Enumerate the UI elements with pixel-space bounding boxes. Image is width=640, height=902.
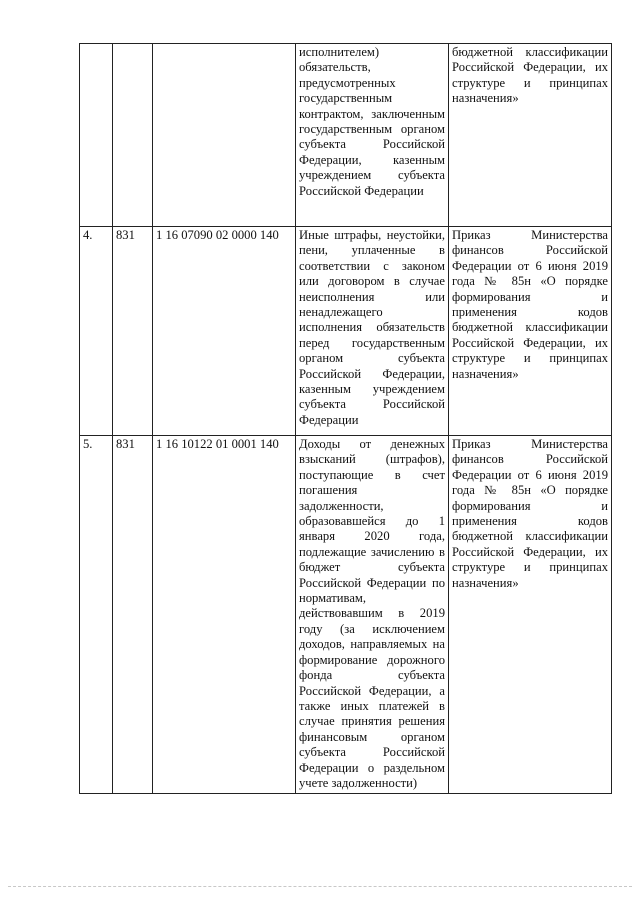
legal-basis: Приказ Министерства финансов Российской Федерации от 6 июня 2019 года № 85н «О порядке формирования и применения кодов бюджетной классификации Российской Федерации, их структуре и принципах назначения» [449, 227, 612, 436]
row-number: 5. [80, 436, 113, 794]
row-number: 4. [80, 227, 113, 436]
table-row [80, 227, 612, 436]
admin-code: 831 [113, 436, 153, 794]
revenue-description: Иные штрафы, неустойки, пени, уплаченные в соответствии с законом или договором в случае неисполнения или ненадлежащего исполнения обязательств перед государственным органом субъекта Российской Федерации, казенным учреждением субъекта Российской Федерации [296, 227, 449, 436]
table-row [80, 436, 612, 794]
revenue-description: Доходы от денежных взысканий (штрафов), поступающие в счет погашения задолженности, образовавшейся до 1 января 2020 года, подлежащие зачислению в бюджет субъекта Российской Федерации по нормативам, действовавшим в 2019 году (за исключением доходов, направляемых на формирование дорожного фонда субъекта Российской Федерации, а также иных платежей в случае принятия решения финансовым органом субъекта Российской Федерации о раздельном учете задолженности) [296, 436, 449, 794]
table-row [80, 44, 612, 227]
row-number [80, 44, 113, 227]
revenue-code: 1 16 07090 02 0000 140 [153, 227, 296, 436]
revenue-code: 1 16 10122 01 0001 140 [153, 436, 296, 794]
revenue-codes-table [79, 43, 612, 794]
legal-basis: бюджетной классификации Российской Федерации, их структуре и принципах назначения» [449, 44, 612, 227]
revenue-description: исполнителем) обязательств, предусмотренных государственным контрактом, заключенным государственным органом субъекта Российской Федерации, казенным учреждением субъекта Российской Федерации [296, 44, 449, 227]
admin-code [113, 44, 153, 227]
scan-edge-divider [8, 886, 632, 893]
revenue-code [153, 44, 296, 227]
admin-code: 831 [113, 227, 153, 436]
legal-basis: Приказ Министерства финансов Российской Федерации от 6 июня 2019 года № 85н «О порядке формирования и применения кодов бюджетной классификации Российской Федерации, их структуре и принципах назначения» [449, 436, 612, 794]
